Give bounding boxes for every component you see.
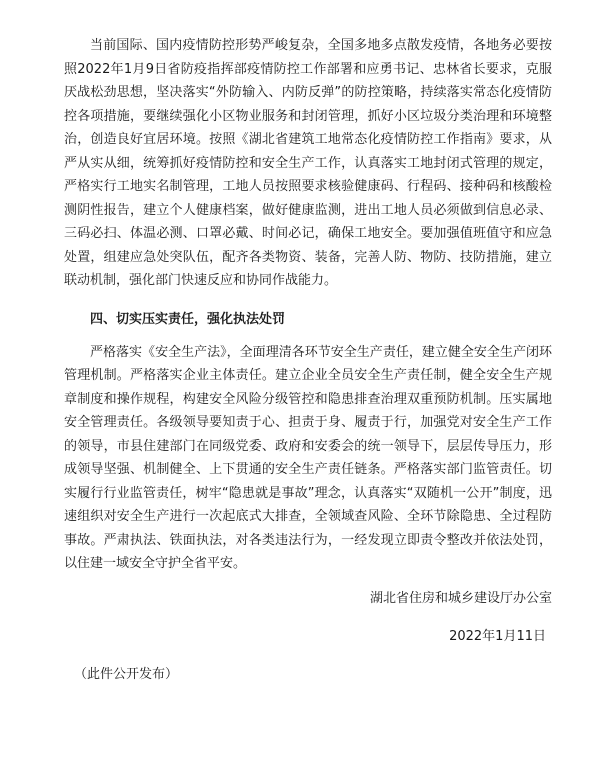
paragraph-epidemic-control: 当前国际、国内疫情防控形势严峻复杂，全国多地多点散发疫情，各地务必要按照2022年1月9日省防疫指挥部疫情防控工作部署和应勇书记、忠林省长要求，克服厌战松劲思想，坚决落实“外防输入、内防反弹”的防控策略，持续落实常态化疫情防控各项措施，要继续强化小区物业服务和封闭管理，抓好小区垃圾分类治理和环境整治，创造良好宜居环境。按照《湖北省建筑工地常态化疫情防控工作指南》要求，从严从实从细，统筹抓好疫情防控和安全生产工作，认真落实工地封闭式管理的规定，严格实行工地实名制管理，工地人员按照要求核验健康码、行程码、接种码和核酸检测阴性报告，建立个人健康档案，做好健康监测，进出工地人员必须做到信息必录、三码必扫、体温必测、口罩必戴、时间必记，确保工地安全。要加强值班值守和应急处置，组建应急处突队伍，配齐各类物资、装备，完善人防、物防、技防措施，建立联动机制，强化部门快速反应和协同作战能力。 bbox=[64, 38, 552, 288]
document-body bbox=[64, 34, 552, 686]
section-heading-responsibility: 四、切实压实责任，强化执法处罚 bbox=[90, 311, 286, 327]
publication-note: （此件公开发布） bbox=[74, 666, 179, 682]
issue-date: 2022年1月11日 bbox=[449, 628, 546, 644]
paragraph-responsibility: 严格落实《安全生产法》，全面理清各环节安全生产责任，建立健全安全生产闭环管理机制。严格落实企业主体责任。建立企业全员安全生产责任制，健全安全生产规章制度和操作规程，构建安全风险分级管控和隐患排查治理双重预防机制。压实属地安全管理责任。各级领导要知责于心、担责于身、履责于行，加强党对安全生产工作的领导，市县住建部门在同级党委、政府和安委会的统一领导下，层层传导压力，形成领导坚强、机制健全、上下贯通的安全生产责任链条。严格落实部门监管责任。切实履行行业监管责任，树牢“隐患就是事故”理念，认真落实“双随机一公开”制度，迅速组织对安全生产进行一次起底式大排查，全领域查风险、全环节除隐患、全过程防事故。严肃执法、铁面执法，对各类违法行为，一经发现立即责令整改并依法处罚，以住建一域安全守护全省平安。 bbox=[64, 344, 552, 571]
issuer-signature: 湖北省住房和城乡建设厅办公室 bbox=[369, 590, 552, 606]
